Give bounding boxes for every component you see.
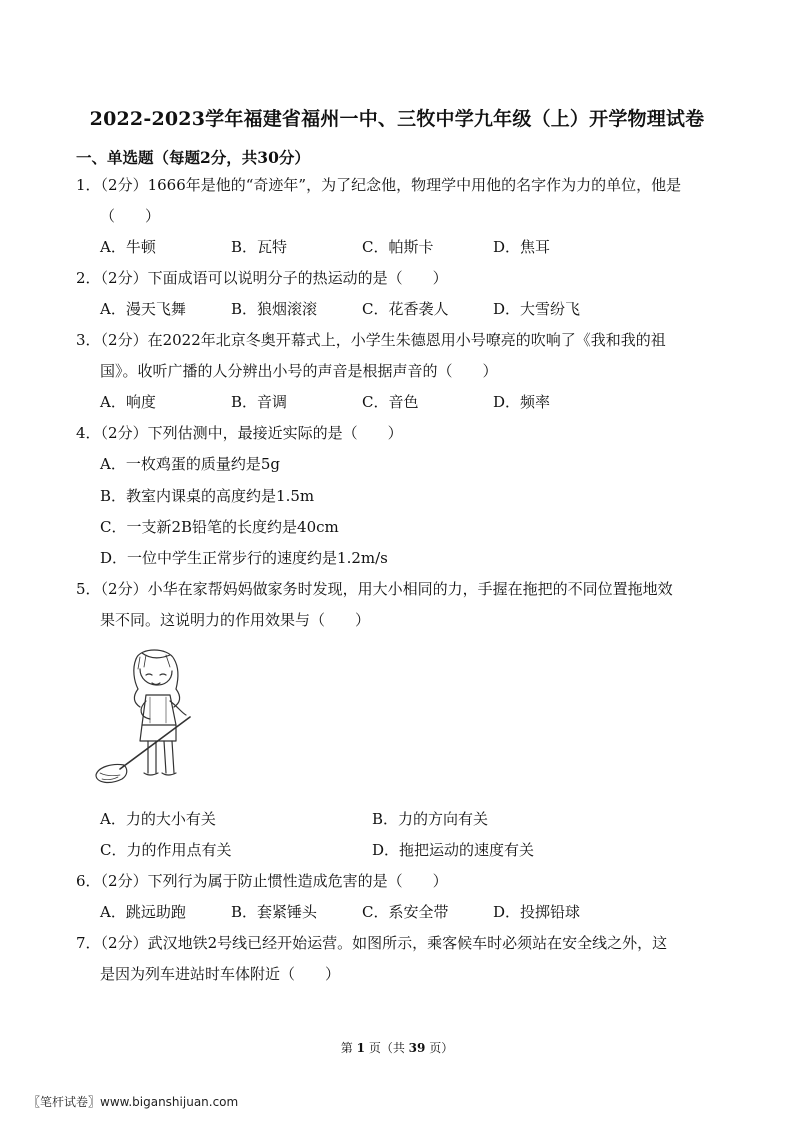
question-2 xyxy=(76,263,726,294)
option-c: C．力的作用点有关 xyxy=(100,841,232,859)
question-5-options-row1 xyxy=(100,804,740,835)
option-c: C．帕斯卡 xyxy=(362,238,434,256)
option-d: D．一位中学生正常步行的速度约是1.2m/s xyxy=(100,549,388,567)
option-d: D．拖把运动的速度有关 xyxy=(372,841,535,859)
question-1-options xyxy=(100,232,740,263)
page-title: 2022-2023学年福建省福州一中、三牧中学九年级（上）开学物理试卷 xyxy=(89,108,705,130)
option-b: B．教室内课桌的高度约是1.5m xyxy=(100,487,315,505)
option-a: A．跳远助跑 xyxy=(100,903,186,921)
question-2-options xyxy=(100,294,740,325)
question-2-stem: 2．（2分）下面成语可以说明分子的热运动的是（ ） xyxy=(76,269,448,287)
option-d: D．投掷铅球 xyxy=(493,903,581,921)
girl-mopping-illustration xyxy=(90,645,200,795)
question-1-stem: 1．（2分）1666年是他的“奇迹年”，为了纪念他，物理学中用他的名字作为力的单位，他是 xyxy=(76,176,682,194)
option-c: C．系安全带 xyxy=(362,903,449,921)
option-b: B．瓦特 xyxy=(231,238,288,256)
question-4-stem: 4．（2分）下列估测中，最接近实际的是（ ） xyxy=(76,424,403,442)
question-1 xyxy=(76,170,726,232)
footer-middle: 页（共 xyxy=(368,1041,405,1055)
footer-prefix: 第 xyxy=(340,1041,353,1055)
question-4 xyxy=(76,418,726,449)
option-b: B．音调 xyxy=(231,393,288,411)
option-d: D．大雪纷飞 xyxy=(493,300,581,318)
question-3 xyxy=(76,325,726,387)
question-5-stem-cont: 果不同。这说明力的作用效果与（ ） xyxy=(100,611,371,629)
question-3-stem-cont: 国》。收听广播的人分辨出小号的声音是根据声音的（ ） xyxy=(100,362,498,380)
option-b: B．力的方向有关 xyxy=(372,810,489,828)
question-5 xyxy=(76,574,726,636)
option-c: C．音色 xyxy=(362,393,419,411)
question-5-options-row2 xyxy=(100,835,740,866)
question-6-stem: 6．（2分）下列行为属于防止惯性造成危害的是（ ） xyxy=(76,872,448,890)
question-5-stem: 5．（2分）小华在家帮妈妈做家务时发现，用大小相同的力，手握在拖把的不同位置拖地效 xyxy=(76,580,673,598)
question-3-stem: 3．（2分）在2022年北京冬奥开幕式上，小学生朱德恩用小号嘹亮的吹响了《我和我的祖 xyxy=(76,331,666,349)
footer-total-pages: 39 xyxy=(408,1041,426,1055)
option-c: C．一支新2B铅笔的长度约是40cm xyxy=(100,518,339,536)
question-6-options xyxy=(100,897,740,928)
option-a: A．牛顿 xyxy=(100,238,156,256)
option-a: A．漫天飞舞 xyxy=(100,300,186,318)
question-7-stem: 7．（2分）武汉地铁2号线已经开始运营。如图所示，乘客候车时必须站在安全线之外，这 xyxy=(76,934,668,952)
option-d: D．焦耳 xyxy=(493,238,551,256)
option-b: B．狼烟滚滚 xyxy=(231,300,318,318)
question-7-stem-cont: 是因为列车进站时车体附近（ ） xyxy=(100,965,341,983)
option-b: B．套紧锤头 xyxy=(231,903,318,921)
question-6 xyxy=(76,866,726,897)
option-a: A．一枚鸡蛋的质量约是5g xyxy=(100,455,280,473)
option-d: D．频率 xyxy=(493,393,551,411)
site-watermark: 〖笔杆试卷〗www.biganshijuan.com xyxy=(28,1095,239,1109)
question-1-stem-cont: （ ） xyxy=(100,207,161,225)
section-heading: 一、单选题（每题2分，共30分） xyxy=(76,148,310,167)
footer-suffix: 页） xyxy=(429,1041,454,1055)
option-a: A．响度 xyxy=(100,393,156,411)
option-a: A．力的大小有关 xyxy=(100,810,216,828)
question-7 xyxy=(76,928,726,990)
page-footer xyxy=(0,1039,794,1056)
footer-page-number: 1 xyxy=(356,1041,365,1055)
option-c: C．花香袭人 xyxy=(362,300,449,318)
question-3-options xyxy=(100,387,740,418)
